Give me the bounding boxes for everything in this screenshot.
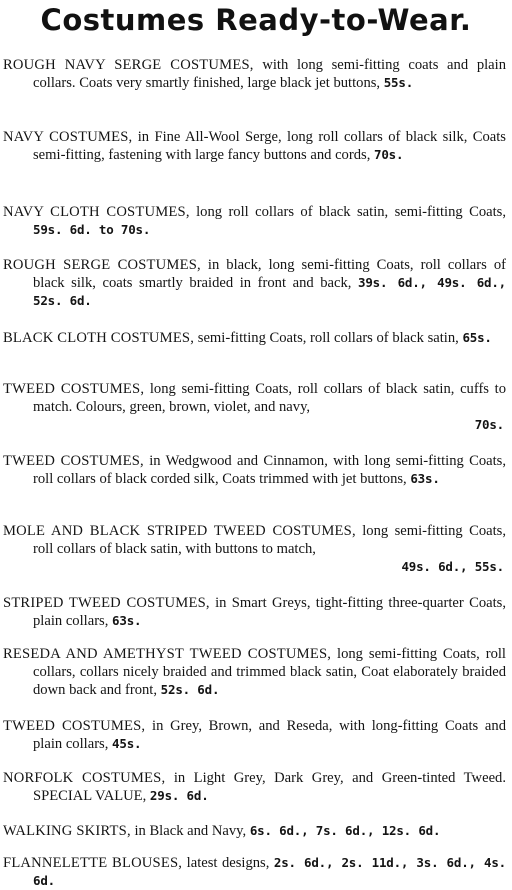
item-description: in Fine All-Wool Serge, long roll collars of black silk, Coats semi-fitting, fastening with large fancy buttons and cords, (33, 129, 506, 163)
ad-item (3, 717, 506, 753)
item-description: long semi-fitting Coats, roll collars of black satin, with buttons to match, (33, 523, 506, 557)
ad-headline: Costumes Ready-to-Wear. (40, 3, 472, 37)
item-description: in Grey, Brown, and Reseda, with long-fitting Coats and plain collars, (33, 718, 506, 752)
item-description: in black, long semi-fitting Coats, roll collars of black silk, coats smartly braided in front and back, (33, 257, 506, 291)
ad-item (3, 822, 506, 840)
item-price: 49s. 6d., 55s. (401, 559, 504, 574)
item-description: with long semi-fitting coats and plain collars. Coats very smartly finished, large black jet buttons, (33, 57, 507, 91)
ad-item (3, 452, 506, 488)
item-description: long semi-fitting Coats, roll collars, collars nicely braided and trimmed black satin, Coat elaborately braided down back and front, (33, 646, 506, 698)
item-description: long roll collars of black satin, semi-fitting Coats, (196, 204, 506, 220)
ad-item (3, 854, 506, 890)
item-description: in Black and Navy, (134, 823, 247, 839)
item-price: 63s. (112, 613, 142, 628)
item-description: in Wedgwood and Cinnamon, with long semi-fitting Coats, roll collars of black corded silk, Coats trimmed with jet buttons, (33, 453, 506, 487)
item-name: NAVY COSTUMES, (3, 129, 133, 145)
item-price: 65s. (462, 330, 492, 345)
item-description: in Light Grey, Dark Grey, and Green-tinted Tweed. SPECIAL VALUE, (33, 770, 506, 804)
item-name: ROUGH SERGE COSTUMES, (3, 257, 201, 273)
item-name: RESEDA AND AMETHYST TWEED COSTUMES, (3, 646, 332, 662)
ad-item (3, 769, 506, 805)
item-description: long semi-fitting Coats, roll collars of black satin, cuffs to match. Colours, green, brown, violet, and navy, (33, 381, 506, 415)
item-price: 45s. (112, 736, 142, 751)
item-price: 2s. 6d., 2s. 11d., 3s. 6d., 4s. 6d. (33, 855, 506, 888)
item-price: 52s. 6d. (160, 682, 220, 697)
item-name: FLANNELETTE BLOUSES, (3, 855, 183, 871)
item-description: latest designs, (186, 855, 270, 871)
item-price: 70s. (374, 147, 404, 162)
item-name: STRIPED TWEED COSTUMES, (3, 595, 210, 611)
ad-item (3, 380, 506, 434)
ad-item (3, 128, 506, 164)
item-price: 63s. (410, 471, 440, 486)
item-price: 29s. 6d. (149, 788, 209, 803)
item-name: WALKING SKIRTS, (3, 823, 131, 839)
ad-item (3, 256, 506, 310)
item-name: BLACK CLOTH COSTUMES, (3, 330, 195, 346)
ad-item (3, 522, 506, 576)
item-description: semi-fitting Coats, roll collars of black satin, (197, 330, 459, 346)
item-name: TWEED COSTUMES, (3, 453, 144, 469)
item-price: 6s. 6d., 7s. 6d., 12s. 6d. (249, 823, 441, 838)
ad-item (3, 329, 506, 347)
item-name: MOLE AND BLACK STRIPED TWEED COSTUMES, (3, 523, 356, 539)
item-description: in Smart Greys, tight-fitting three-quarter Coats, plain collars, (33, 595, 506, 629)
item-name: TWEED COSTUMES, (3, 718, 146, 734)
item-price: 59s. 6d. to 70s. (33, 222, 151, 237)
item-name: NAVY CLOTH COSTUMES, (3, 204, 190, 220)
item-name: ROUGH NAVY SERGE COSTUMES, (3, 57, 254, 73)
item-name: TWEED COSTUMES, (3, 381, 145, 397)
ad-item (3, 56, 506, 92)
ad-item (3, 645, 506, 699)
item-price: 39s. 6d., 49s. 6d., 52s. 6d. (33, 275, 506, 308)
ad-item (3, 594, 506, 630)
item-price: 70s. (474, 417, 504, 432)
ad-item (3, 203, 506, 239)
item-price: 55s. (383, 75, 414, 90)
item-name: NORFOLK COSTUMES, (3, 770, 166, 786)
